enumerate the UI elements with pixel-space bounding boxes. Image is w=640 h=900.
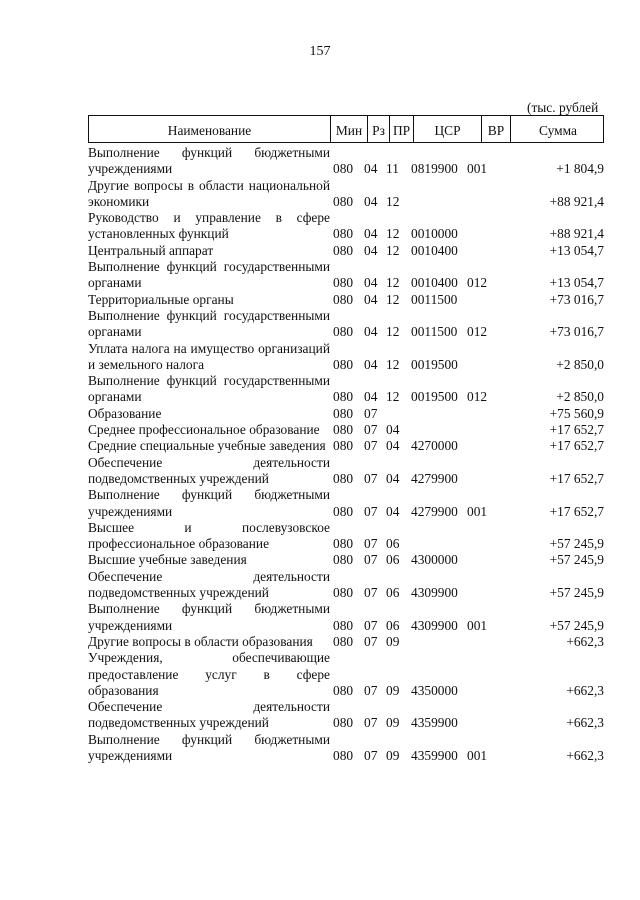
cell-csr: 0010400 <box>411 275 458 291</box>
cell-sum: +662,3 <box>566 682 604 698</box>
cell-name: Выполнение функций бюджетными учреждениями <box>88 487 330 519</box>
cell-name: Высшие учебные заведения <box>88 552 247 568</box>
table-row <box>88 292 604 308</box>
cell-name: Обеспечение деятельности подведомственных учреждений <box>88 454 330 486</box>
cell-min: 080 <box>333 715 354 731</box>
header-rz: Рз <box>367 116 389 142</box>
cell-pr: 09 <box>386 715 400 731</box>
table-row <box>88 210 604 243</box>
units-label: (тыс. рублей <box>527 100 599 115</box>
cell-sum: +17 652,7 <box>549 438 604 454</box>
cell-csr: 0819900 <box>411 161 458 177</box>
cell-csr: 0010400 <box>411 242 458 258</box>
cell-name: Выполнение функций бюджетными учреждениями <box>88 601 330 633</box>
table-row <box>88 243 604 259</box>
page-number: 157 <box>309 44 331 59</box>
cell-rz: 07 <box>364 503 378 519</box>
cell-csr: 4309900 <box>411 617 458 633</box>
cell-name: Средние специальные учебные заведения <box>88 438 326 454</box>
cell-pr: 04 <box>386 422 400 438</box>
cell-min: 080 <box>333 422 354 438</box>
header-csr: ЦСР <box>413 116 481 142</box>
cell-min: 080 <box>333 503 354 519</box>
cell-csr: 4359900 <box>411 747 458 763</box>
cell-pr: 12 <box>386 275 400 291</box>
cell-rz: 07 <box>364 747 378 763</box>
cell-pr: 09 <box>386 682 400 698</box>
cell-sum: +57 245,9 <box>549 552 604 568</box>
cell-sum: +17 652,7 <box>549 470 604 486</box>
cell-name: Другие вопросы в области национальной экономики <box>88 177 330 209</box>
cell-sum: +57 245,9 <box>549 617 604 633</box>
cell-min: 080 <box>333 389 354 405</box>
cell-min: 080 <box>333 536 354 552</box>
cell-csr: 0010000 <box>411 226 458 242</box>
cell-csr: 0011500 <box>411 324 458 340</box>
cell-pr: 12 <box>386 324 400 340</box>
table-header <box>88 115 604 143</box>
table-row <box>88 406 604 422</box>
table-row <box>88 634 604 650</box>
table-row <box>88 308 604 341</box>
cell-rz: 07 <box>364 438 378 454</box>
cell-rz: 07 <box>364 536 378 552</box>
cell-rz: 04 <box>364 324 378 340</box>
cell-min: 080 <box>333 633 354 649</box>
cell-name: Выполнение функций бюджетными учреждениями <box>88 145 330 177</box>
cell-rz: 07 <box>364 715 378 731</box>
cell-rz: 04 <box>364 161 378 177</box>
cell-csr: 0019500 <box>411 389 458 405</box>
cell-name: Обеспечение деятельности подведомственных учреждений <box>88 699 330 731</box>
table-row <box>88 178 604 211</box>
cell-sum: +73 016,7 <box>549 324 604 340</box>
cell-rz: 07 <box>364 585 378 601</box>
cell-pr: 04 <box>386 470 400 486</box>
cell-csr: 4359900 <box>411 715 458 731</box>
cell-min: 080 <box>333 161 354 177</box>
cell-name: Выполнение функций бюджетными учреждениями <box>88 731 330 763</box>
cell-vr: 012 <box>467 389 488 405</box>
cell-pr: 09 <box>386 633 400 649</box>
cell-min: 080 <box>333 617 354 633</box>
cell-rz: 04 <box>364 242 378 258</box>
cell-min: 080 <box>333 291 354 307</box>
cell-name: Высшее и послевузовское профессиональное образование <box>88 519 330 552</box>
cell-min: 080 <box>333 747 354 763</box>
cell-name: Образование <box>88 405 162 421</box>
table-row <box>88 259 604 292</box>
cell-sum: +17 652,7 <box>549 422 604 438</box>
cell-pr: 06 <box>386 585 400 601</box>
cell-csr: 4350000 <box>411 682 458 698</box>
cell-vr: 001 <box>467 747 488 763</box>
cell-pr: 12 <box>386 226 400 242</box>
cell-sum: +13 054,7 <box>549 275 604 291</box>
cell-pr: 12 <box>386 389 400 405</box>
table-row <box>88 487 604 520</box>
cell-name: Выполнение функций государственными органами <box>88 307 330 340</box>
cell-pr: 06 <box>386 536 400 552</box>
cell-rz: 04 <box>364 356 378 372</box>
cell-rz: 07 <box>364 682 378 698</box>
cell-sum: +57 245,9 <box>549 536 604 552</box>
cell-sum: +662,3 <box>566 633 604 649</box>
table-body <box>88 145 604 764</box>
cell-pr: 12 <box>386 193 400 209</box>
cell-min: 080 <box>333 275 354 291</box>
cell-sum: +57 245,9 <box>549 585 604 601</box>
cell-sum: +13 054,7 <box>549 242 604 258</box>
cell-name: Учреждения, обеспечивающие предоставление услуг в сфере образования <box>88 650 330 698</box>
cell-pr: 06 <box>386 552 400 568</box>
table-row <box>88 601 604 634</box>
cell-name: Выполнение функций государственными органами <box>88 259 330 291</box>
cell-sum: +88 921,4 <box>549 226 604 242</box>
cell-csr: 4300000 <box>411 552 458 568</box>
cell-name: Другие вопросы в области образования <box>88 633 313 649</box>
cell-vr: 001 <box>467 617 488 633</box>
cell-rz: 04 <box>364 193 378 209</box>
cell-min: 080 <box>333 324 354 340</box>
cell-pr: 11 <box>386 161 399 177</box>
cell-sum: +2 850,0 <box>556 356 604 372</box>
cell-min: 080 <box>333 585 354 601</box>
cell-rz: 04 <box>364 291 378 307</box>
cell-csr: 0019500 <box>411 356 458 372</box>
table-row <box>88 438 604 454</box>
cell-min: 080 <box>333 405 354 421</box>
cell-vr: 012 <box>467 324 488 340</box>
cell-sum: +73 016,7 <box>549 291 604 307</box>
cell-pr: 12 <box>386 291 400 307</box>
cell-pr: 06 <box>386 617 400 633</box>
cell-vr: 001 <box>467 161 488 177</box>
table-row <box>88 569 604 602</box>
cell-rz: 04 <box>364 389 378 405</box>
table-row <box>88 341 604 374</box>
cell-sum: +1 804,9 <box>556 161 604 177</box>
cell-rz: 07 <box>364 422 378 438</box>
cell-rz: 07 <box>364 552 378 568</box>
cell-sum: +17 652,7 <box>549 503 604 519</box>
cell-min: 080 <box>333 682 354 698</box>
cell-pr: 12 <box>386 356 400 372</box>
cell-name: Выполнение функций государственными органами <box>88 373 330 405</box>
cell-csr: 4270000 <box>411 438 458 454</box>
cell-name: Обеспечение деятельности подведомственных учреждений <box>88 568 330 601</box>
cell-rz: 07 <box>364 617 378 633</box>
cell-pr: 12 <box>386 242 400 258</box>
cell-name: Среднее профессиональное образование <box>88 422 320 438</box>
cell-rz: 07 <box>364 405 378 421</box>
table-row <box>88 650 604 699</box>
cell-sum: +662,3 <box>566 715 604 731</box>
cell-csr: 4309900 <box>411 585 458 601</box>
cell-pr: 09 <box>386 747 400 763</box>
cell-name: Руководство и управление в сфере установленных функций <box>88 210 330 242</box>
cell-sum: +2 850,0 <box>556 389 604 405</box>
cell-sum: +75 560,9 <box>549 405 604 421</box>
cell-min: 080 <box>333 470 354 486</box>
table-row <box>88 699 604 732</box>
cell-pr: 04 <box>386 438 400 454</box>
table-row <box>88 520 604 553</box>
cell-vr: 001 <box>467 503 488 519</box>
cell-name: Уплата налога на имущество организаций и земельного налога <box>88 340 330 372</box>
cell-rz: 04 <box>364 275 378 291</box>
cell-min: 080 <box>333 242 354 258</box>
header-name: Наименование <box>167 123 252 138</box>
cell-min: 080 <box>333 552 354 568</box>
table-row <box>88 455 604 488</box>
table-row <box>88 373 604 406</box>
cell-csr: 0011500 <box>411 291 458 307</box>
cell-pr: 04 <box>386 503 400 519</box>
table-row <box>88 145 604 178</box>
cell-name: Территориальные органы <box>88 291 234 307</box>
cell-min: 080 <box>333 356 354 372</box>
cell-sum: +88 921,4 <box>549 193 604 209</box>
header-vr: ВР <box>481 116 510 142</box>
header-min: Мин <box>330 116 367 142</box>
cell-csr: 4279900 <box>411 470 458 486</box>
cell-vr: 012 <box>467 275 488 291</box>
table-row <box>88 422 604 438</box>
cell-min: 080 <box>333 193 354 209</box>
cell-min: 080 <box>333 438 354 454</box>
header-pr: ПР <box>389 116 413 142</box>
cell-csr: 4279900 <box>411 503 458 519</box>
cell-rz: 07 <box>364 470 378 486</box>
header-sum: Сумма <box>510 116 605 142</box>
cell-rz: 07 <box>364 633 378 649</box>
table-row <box>88 552 604 568</box>
cell-name: Центральный аппарат <box>88 242 214 258</box>
cell-min: 080 <box>333 226 354 242</box>
cell-rz: 04 <box>364 226 378 242</box>
table-row <box>88 732 604 765</box>
cell-sum: +662,3 <box>566 747 604 763</box>
